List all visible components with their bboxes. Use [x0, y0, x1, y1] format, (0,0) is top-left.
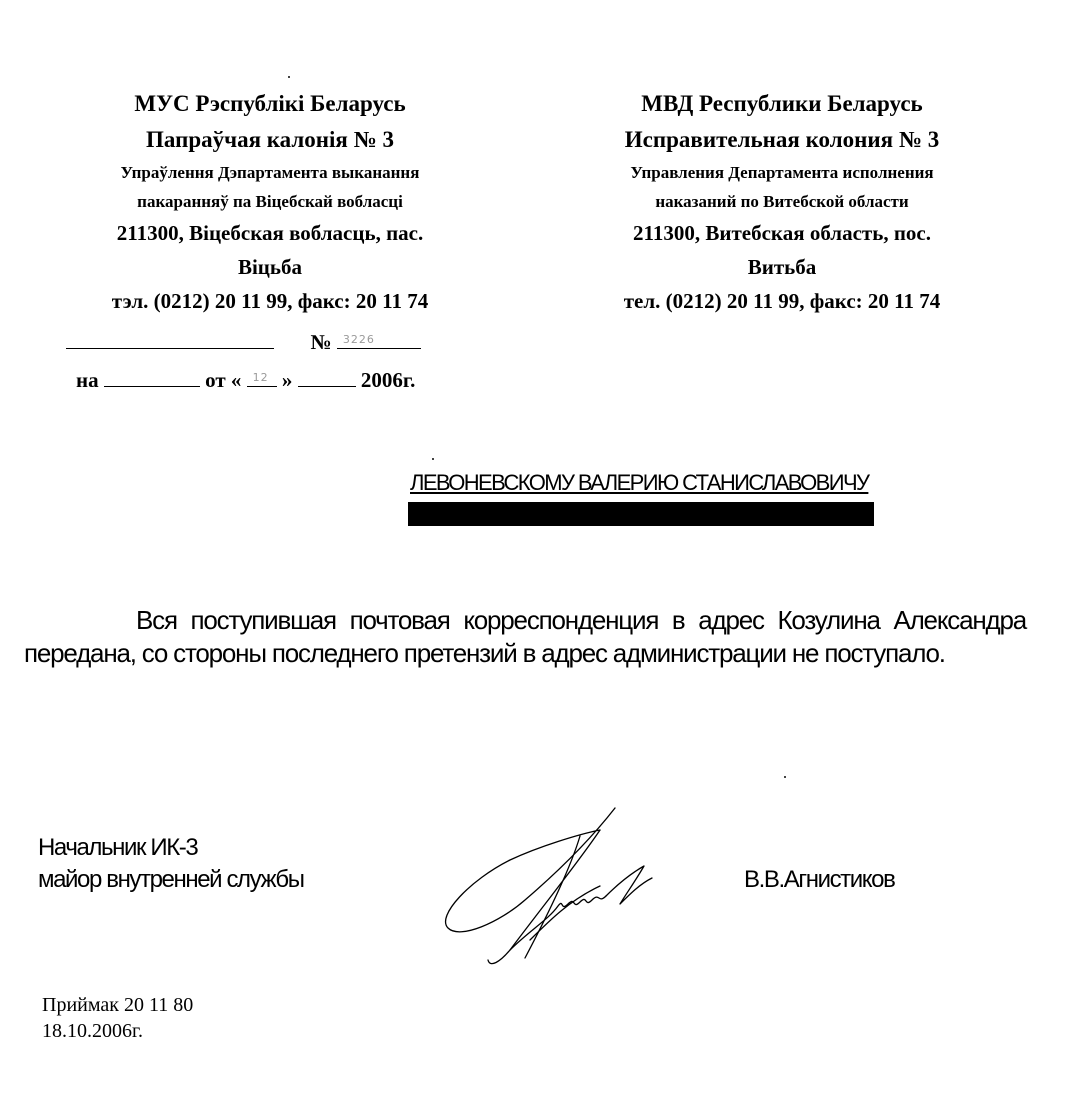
address-line2-ru: Витьба [747, 255, 817, 279]
address-line1-ru: 211300, Витебская область, пос. [633, 221, 931, 245]
ministry-name-ru: МВД Республики Беларусь [641, 91, 923, 116]
addressee-name: ЛЕВОНЕВСКОМУ ВАЛЕРИЮ СТАНИСЛАВОВИЧУ [410, 470, 869, 495]
scan-speck [432, 458, 434, 460]
department-line1-be: Упраўлення Дэпартамента выканання [120, 163, 420, 182]
reference-line [76, 368, 415, 393]
signatory-position: Начальник ИК-3 [38, 834, 198, 861]
from-label: от « [205, 368, 242, 392]
address-line2-be: Віцьба [237, 255, 303, 279]
scan-speck [784, 776, 786, 778]
outgoing-number-line [66, 330, 421, 355]
department-line2-be: пакаранняў па Віцебскай вобласці [137, 192, 403, 211]
redacted-address-bar [408, 502, 874, 526]
day-blank [247, 368, 277, 387]
address-line1-be: 211300, Віцебская вобласць, пас. [116, 221, 424, 245]
phone-fax-ru: тел. (0212) 20 11 99, факс: 20 11 74 [623, 289, 941, 313]
year-suffix: 2006г. [360, 368, 416, 392]
letter-body: Вся поступившая почтовая корреспонденция в адрес Козулина Александра передана, со стороны последнего претензий в адрес администрации не поступало. [24, 605, 1026, 668]
signatory-rank: майор внутренней службы [38, 866, 304, 893]
header-belarusian [40, 86, 500, 318]
phone-fax-be: тэл. (0212) 20 11 99, факс: 20 11 74 [111, 289, 429, 313]
department-line1-ru: Управления Департамента исполнения [630, 163, 934, 182]
ministry-name-be: МУС Рэспублікі Беларусь [134, 91, 406, 116]
scan-speck [288, 76, 290, 78]
institution-name-ru: Исправительная колония № 3 [624, 127, 940, 152]
handwritten-number: 3226 [342, 333, 375, 346]
department-line2-ru: наказаний по Витебской области [655, 192, 909, 211]
number-label: № [310, 330, 332, 354]
handwritten-day: 12 [252, 371, 269, 384]
number-blank [337, 330, 421, 349]
header-russian [556, 86, 1008, 318]
on-label: на [76, 368, 99, 392]
month-blank [298, 368, 356, 387]
signatory-name: В.В.Агнистиков [744, 866, 895, 893]
quote-close: » [281, 368, 293, 392]
outgoing-date-blank [66, 330, 274, 349]
document-date: 18.10.2006г. [42, 1020, 143, 1042]
handwritten-signature [430, 800, 670, 975]
institution-name-be: Папраўчая калонія № 3 [145, 127, 394, 152]
executor-contact: Приймак 20 11 80 [42, 994, 194, 1016]
reference-number-blank [104, 368, 200, 387]
